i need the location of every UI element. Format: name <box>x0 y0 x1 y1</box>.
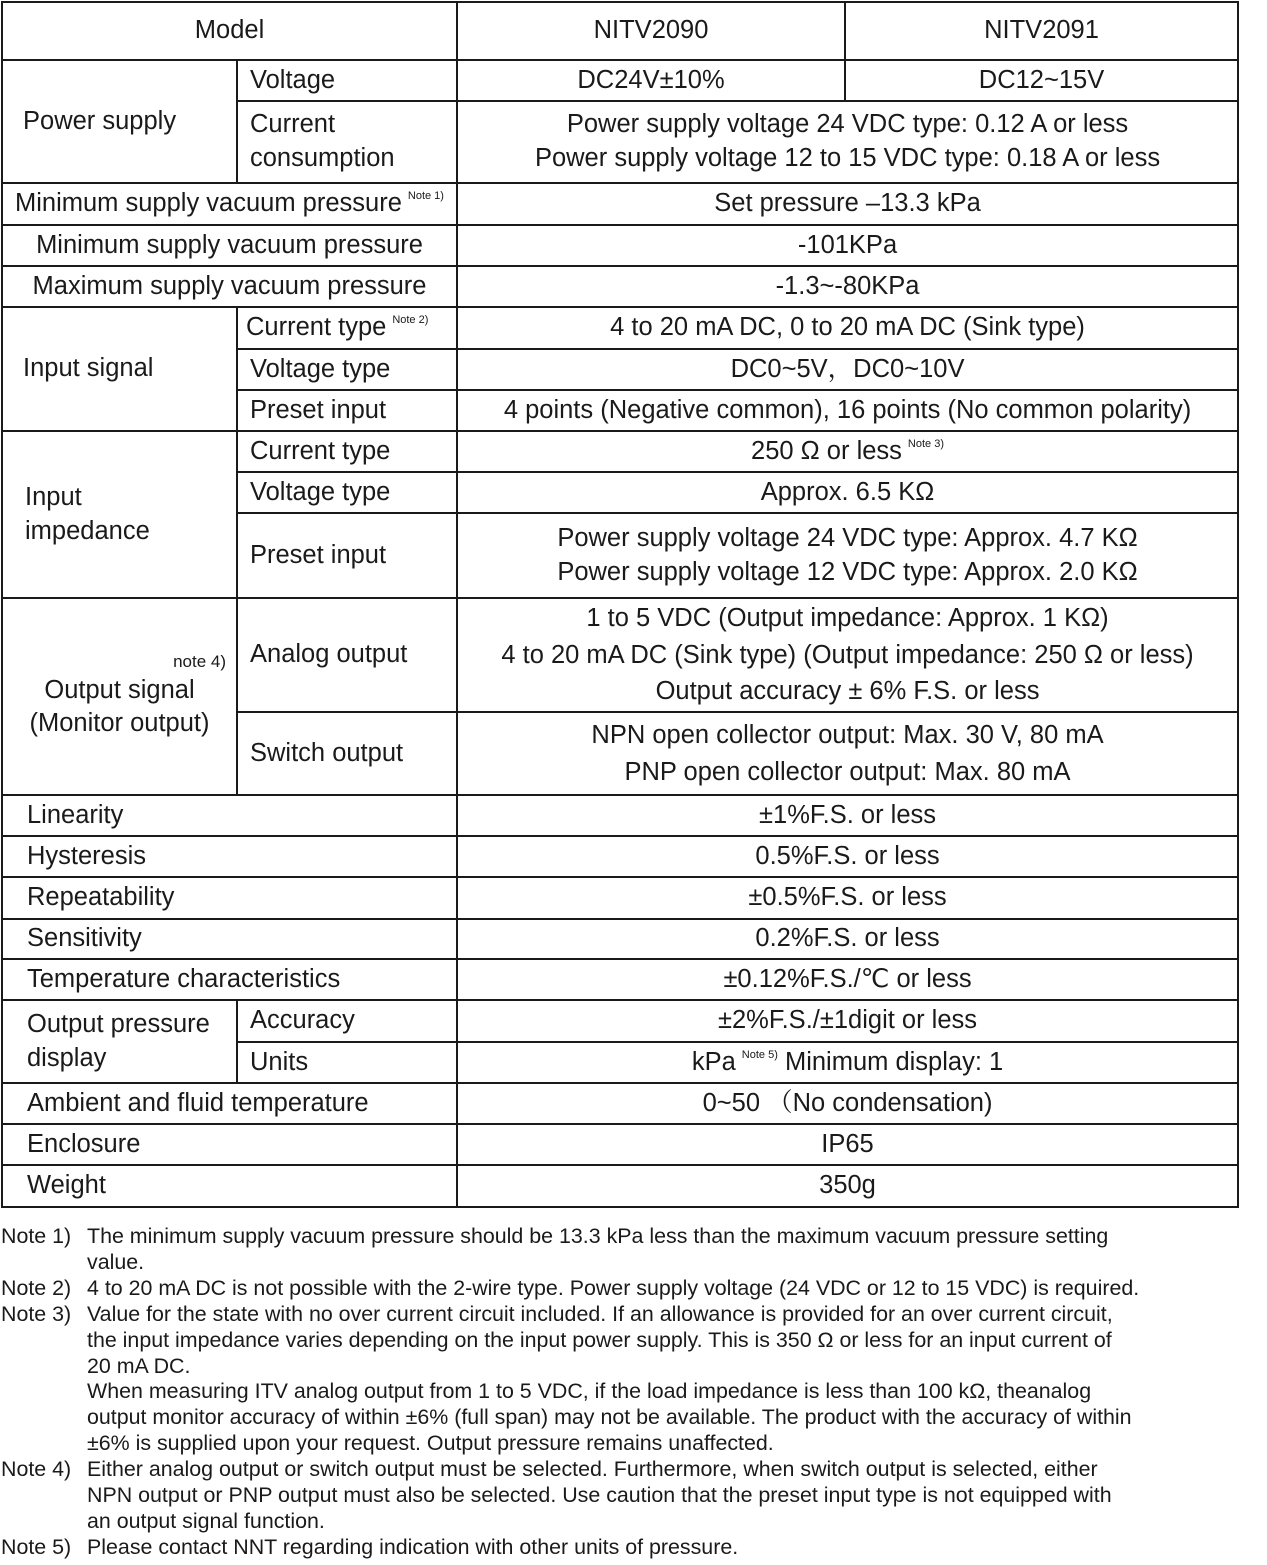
enclosure-label: Enclosure <box>2 1124 457 1165</box>
enclosure-value: IP65 <box>457 1124 1238 1165</box>
input-current-type-text: Current type <box>246 313 387 342</box>
output-signal-label-line1: Output signal <box>44 675 195 704</box>
note-3-line5: output monitor accuracy of within ±6% (full span) may not be available. The product with the accuracy of within <box>87 1405 1132 1430</box>
input-impedance-label <box>2 431 237 598</box>
current-consumption-line2: Power supply voltage 12 to 15 VDC type: 0.18 A or less <box>534 144 1161 172</box>
power-supply-label: Power supply <box>2 60 237 183</box>
output-signal-label <box>2 598 237 795</box>
impedance-current-type-label: Current type <box>237 431 457 472</box>
impedance-current-type-value <box>457 431 1238 472</box>
note-3-line4: When measuring ITV analog output from 1 to 5 VDC, if the load impedance is less than 100 kΩ, theanalog <box>87 1379 1092 1404</box>
temperature-characteristics-value: ±0.12%F.S./℃ or less <box>457 959 1238 1000</box>
note-1-marker: Note 1) <box>407 190 444 203</box>
weight-value: 350g <box>457 1165 1238 1207</box>
min-supply-pressure-value-1: Set pressure –13.3 kPa <box>457 183 1238 225</box>
ambient-temperature-row <box>2 1083 1238 1124</box>
min-supply-pressure-value-2: -101KPa <box>457 225 1238 266</box>
impedance-voltage-type-value: Approx. 6.5 KΩ <box>457 472 1238 513</box>
min-supply-pressure-label-text-1: Minimum supply vacuum pressure <box>15 189 402 218</box>
note-4-line1: Either analog output or switch output must be selected. Furthermore, when switch output is selected, either <box>87 1457 1098 1482</box>
note-1-line1: The minimum supply vacuum pressure should be 13.3 kPa less than the maximum vacuum pressure setting <box>87 1224 1109 1248</box>
impedance-preset-value <box>457 513 1238 598</box>
input-preset-value: 4 points (Negative common), 16 points (No common polarity) <box>457 390 1238 431</box>
min-supply-pressure-row-2 <box>2 225 1238 266</box>
voltage-label: Voltage <box>237 60 457 101</box>
model-header: Model <box>2 2 457 60</box>
note-4-line3: an output signal function. <box>87 1508 325 1533</box>
input-current-type-label <box>237 307 457 349</box>
max-supply-pressure-row <box>2 266 1238 307</box>
note-4-marker: note 4) <box>173 652 226 672</box>
impedance-preset-label: Preset input <box>237 513 457 598</box>
output-pressure-display-line2: display <box>27 1043 107 1072</box>
repeatability-label: Repeatability <box>2 877 457 919</box>
display-units-unit: kPa <box>691 1047 736 1076</box>
current-consumption-label-line1: Current <box>250 110 336 139</box>
hysteresis-label: Hysteresis <box>2 836 457 877</box>
linearity-row <box>2 795 1238 836</box>
hysteresis-value: 0.5%F.S. or less <box>457 836 1238 877</box>
notes-section <box>1 1224 1267 1561</box>
sensitivity-row <box>2 919 1238 959</box>
display-accuracy-value: ±2%F.S./±1digit or less <box>457 1000 1238 1042</box>
weight-row <box>2 1165 1238 1207</box>
analog-output-line3: Output accuracy ± 6% F.S. or less <box>655 677 1040 706</box>
ambient-temperature-label: Ambient and fluid temperature <box>2 1083 457 1124</box>
ambient-temperature-value: 0~50 （No condensation) <box>457 1083 1238 1124</box>
note-3-line2: the input impedance varies depending on the input power supply. This is 350 Ω or less for an input current of <box>87 1327 1112 1352</box>
spec-table <box>1 1 1239 1208</box>
note-3-line6: ±6% is supplied upon your request. Output pressure remains unaffected. <box>87 1431 774 1456</box>
hysteresis-row <box>2 836 1238 877</box>
note-1-label: Note 1) <box>1 1224 72 1248</box>
note-3-line3: 20 mA DC. <box>87 1353 191 1378</box>
switch-output-line2: PNP open collector output: Max. 80 mA <box>624 757 1071 786</box>
note-2 <box>1 1276 1267 1302</box>
note-1 <box>1 1224 1267 1276</box>
switch-output-line1: NPN open collector output: Max. 30 V, 80 mA <box>591 720 1104 749</box>
note-5-line1: Please contact NNT regarding indication with other units of pressure. <box>87 1534 739 1559</box>
switch-output-value <box>457 712 1238 795</box>
weight-label: Weight <box>2 1165 457 1207</box>
impedance-preset-line2: Power supply voltage 12 VDC type: Approx. 2.0 KΩ <box>557 557 1138 586</box>
min-supply-pressure-label-2: Minimum supply vacuum pressure <box>2 225 457 266</box>
min-supply-pressure-label-1 <box>2 183 457 225</box>
note-3 <box>1 1302 1267 1457</box>
min-supply-pressure-row-1 <box>2 183 1238 225</box>
input-voltage-type-value: DC0~5V，DC0~10V <box>457 349 1238 390</box>
current-consumption-label-line2: consumption <box>250 144 395 172</box>
note-3-label: Note 3) <box>1 1301 72 1326</box>
enclosure-row <box>2 1124 1238 1165</box>
display-accuracy-row <box>2 1000 1238 1042</box>
input-signal-label: Input signal <box>2 307 237 431</box>
temperature-characteristics-label: Temperature characteristics <box>2 959 457 1000</box>
voltage-nitv2091: DC12~15V <box>845 60 1238 101</box>
temperature-characteristics-row <box>2 959 1238 1000</box>
analog-output-label: Analog output <box>237 598 457 712</box>
note-3-line1: Value for the state with no over current circuit included. If an allowance is provided for an over current circuit, <box>87 1301 1113 1326</box>
analog-output-row <box>2 598 1238 712</box>
output-pressure-display-line1: Output pressure <box>27 1009 210 1038</box>
display-accuracy-label: Accuracy <box>237 1000 457 1042</box>
input-current-row <box>2 307 1238 349</box>
sensitivity-label: Sensitivity <box>2 919 457 959</box>
impedance-preset-line1: Power supply voltage 24 VDC type: Approx. 4.7 KΩ <box>557 523 1138 552</box>
analog-output-line2: 4 to 20 mA DC (Sink type) (Output impedance: 250 Ω or less) <box>501 640 1194 669</box>
model-nitv2090-header: NITV2090 <box>457 2 845 60</box>
note-5-label: Note 5) <box>1 1534 72 1559</box>
input-current-type-value: 4 to 20 mA DC, 0 to 20 mA DC (Sink type) <box>457 307 1238 349</box>
model-nitv2091-header: NITV2091 <box>845 2 1238 60</box>
header-row <box>2 2 1238 60</box>
current-consumption-label <box>237 101 457 183</box>
note-2-label: Note 2) <box>1 1275 72 1300</box>
current-consumption-value <box>457 101 1238 183</box>
max-supply-pressure-label: Maximum supply vacuum pressure <box>2 266 457 307</box>
note-2-marker: Note 2) <box>392 314 429 327</box>
switch-output-label: Switch output <box>237 712 457 795</box>
current-consumption-line1: Power supply voltage 24 VDC type: 0.12 A or less <box>566 110 1129 139</box>
repeatability-value: ±0.5%F.S. or less <box>457 877 1238 919</box>
note-3-marker: Note 3) <box>907 437 944 450</box>
note-1-line2: value. <box>87 1249 145 1274</box>
note-4 <box>1 1457 1267 1535</box>
input-impedance-label-line1: Input <box>25 482 82 511</box>
note-5 <box>1 1535 1267 1561</box>
display-units-minimum: Minimum display: 1 <box>784 1047 1004 1076</box>
display-units-value <box>457 1042 1238 1083</box>
voltage-row <box>2 60 1238 101</box>
display-units-label: Units <box>237 1042 457 1083</box>
note-4-line2: NPN output or PNP output must also be selected. Use caution that the preset input type is not equipped with <box>87 1483 1112 1508</box>
impedance-voltage-type-label: Voltage type <box>237 472 457 513</box>
sensitivity-value: 0.2%F.S. or less <box>457 919 1238 959</box>
output-pressure-display-label <box>2 1000 237 1083</box>
note-2-line1: 4 to 20 mA DC is not possible with the 2-wire type. Power supply voltage (24 VDC or 12 to 15 VDC) is required. <box>87 1275 1140 1300</box>
impedance-current-row <box>2 431 1238 472</box>
impedance-current-type-text: 250 Ω or less <box>751 436 902 465</box>
analog-output-value <box>457 598 1238 712</box>
repeatability-row <box>2 877 1238 919</box>
note-5-marker: Note 5) <box>741 1048 778 1061</box>
output-signal-label-line2: (Monitor output) <box>29 709 210 738</box>
input-impedance-label-line2: impedance <box>25 516 150 545</box>
voltage-nitv2090: DC24V±10% <box>457 60 845 101</box>
max-supply-pressure-value: -1.3~-80KPa <box>457 266 1238 307</box>
note-4-label: Note 4) <box>1 1457 72 1482</box>
input-voltage-type-label: Voltage type <box>237 349 457 390</box>
linearity-label: Linearity <box>2 795 457 836</box>
input-preset-label: Preset input <box>237 390 457 431</box>
linearity-value: ±1%F.S. or less <box>457 795 1238 836</box>
analog-output-line1: 1 to 5 VDC (Output impedance: Approx. 1 KΩ) <box>586 603 1109 632</box>
